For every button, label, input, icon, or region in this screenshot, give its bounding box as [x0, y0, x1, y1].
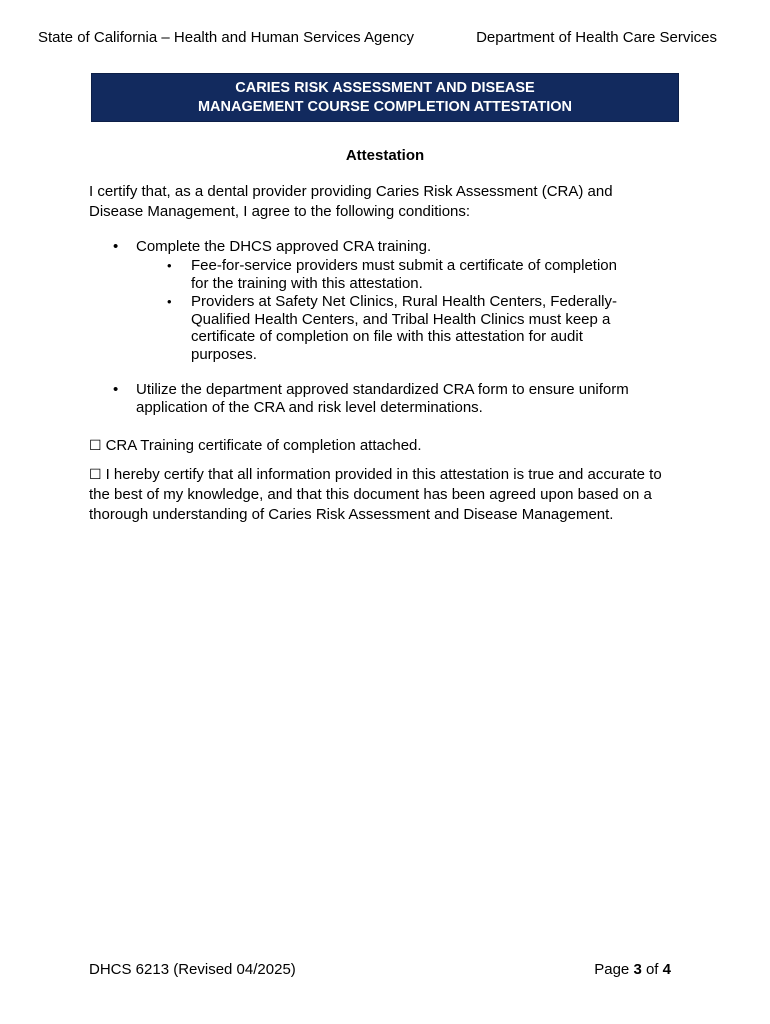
checkbox-item-certify-accurate[interactable]	[89, 464, 679, 525]
checkbox-label: CRA Training certificate of completion attached.	[105, 437, 422, 454]
sub-bullet-line: certificate of completion on file with this attestation for audit	[191, 328, 583, 346]
checkbox-label-line: the best of my knowledge, and that this document has been agreed upon based on a	[89, 486, 652, 503]
checkbox-label-line: I hereby certify that all information provided in this attestation is true and accurate to	[105, 466, 662, 483]
form-title-line-1: CARIES RISK ASSESSMENT AND DISEASE	[235, 79, 535, 96]
sub-bullet-line: Providers at Safety Net Clinics, Rural Health Centers, Federally-	[191, 293, 617, 310]
page-number: 3	[633, 961, 642, 978]
page-total: 4	[662, 961, 671, 978]
bullet-marker: •	[113, 381, 119, 398]
sub-bullet-line: for the training with this attestation.	[191, 274, 423, 292]
intro-paragraph	[89, 182, 649, 222]
bullet-line: Utilize the department approved standardized CRA form to ensure uniform	[136, 381, 629, 398]
bullet-text: Complete the DHCS approved CRA training.	[136, 238, 432, 255]
page-label: Page	[594, 961, 630, 978]
checkbox-item-certificate-attached[interactable]	[89, 435, 679, 456]
form-identifier: DHCS 6213 (Revised 04/2025)	[89, 961, 296, 978]
sub-bullet-line: Qualified Health Centers, and Tribal Health Clinics must keep a	[191, 310, 611, 328]
form-title-banner	[91, 73, 679, 122]
checkbox-label-line: thorough understanding of Caries Risk Assessment and Disease Management.	[89, 506, 614, 523]
sub-bullet-marker: •	[167, 258, 172, 273]
header-agency: State of California – Health and Human Services Agency	[38, 29, 415, 46]
sub-bullet-marker: •	[167, 294, 172, 309]
bullet-marker: •	[113, 238, 119, 255]
of-label: of	[645, 961, 659, 978]
checkbox-icon[interactable]: ☐	[89, 466, 102, 482]
page-indicator	[594, 961, 671, 978]
form-title-line-2: MANAGEMENT COURSE COMPLETION ATTESTATION	[197, 98, 573, 115]
header-department: Department of Health Care Services	[476, 29, 717, 46]
intro-line-1: I certify that, as a dental provider providing Caries Risk Assessment (CRA) and	[89, 183, 613, 200]
sub-bullet-line: purposes.	[191, 346, 257, 364]
intro-line-2: Disease Management, I agree to the following conditions:	[89, 203, 471, 220]
bullet-line: application of the CRA and risk level determinations.	[136, 399, 483, 416]
checkbox-icon[interactable]: ☐	[89, 437, 102, 453]
sub-bullet-line: Fee-for-service providers must submit a certificate of completion	[191, 257, 617, 274]
section-title: Attestation	[345, 147, 425, 164]
